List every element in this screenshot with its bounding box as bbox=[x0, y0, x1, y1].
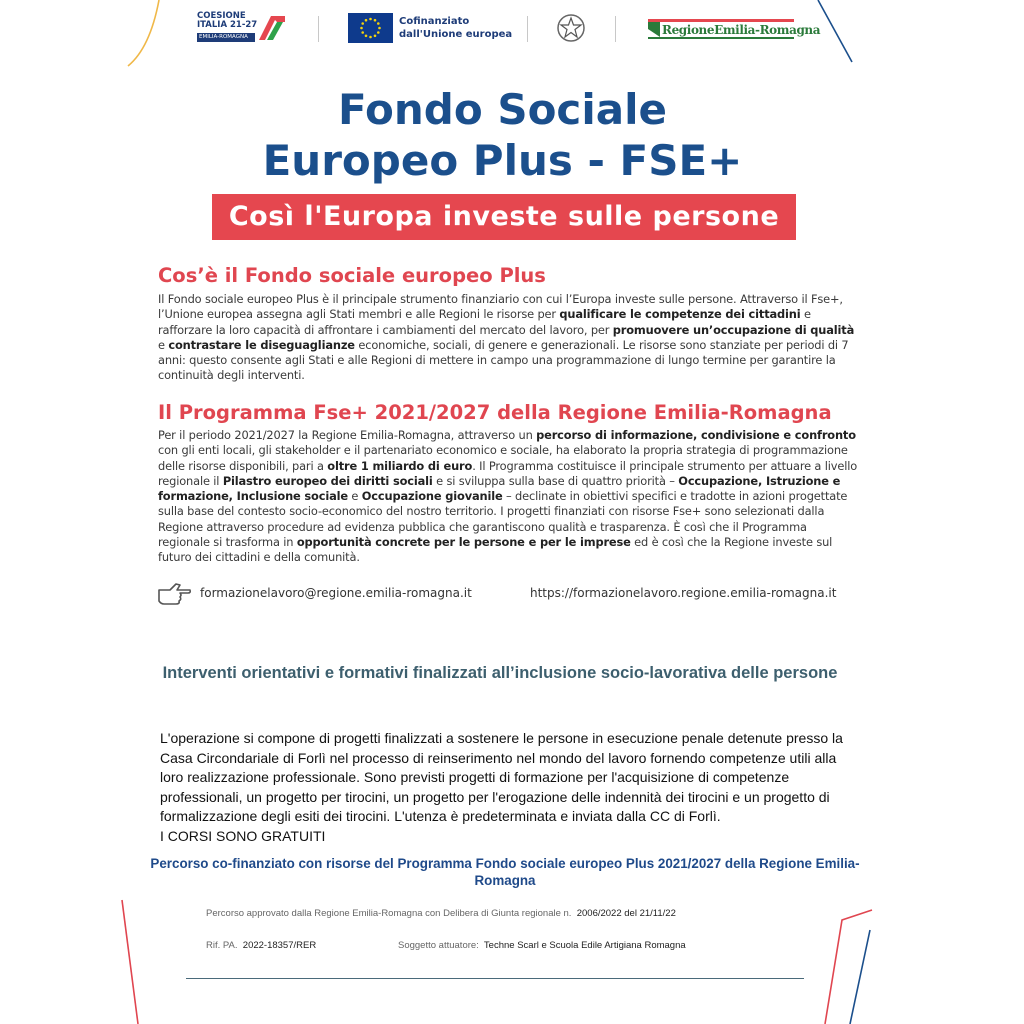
bold-run: oltre 1 miliardo di euro bbox=[327, 458, 473, 473]
section1-heading: Cos’è il Fondo sociale europeo Plus bbox=[158, 264, 546, 287]
section2-paragraph bbox=[158, 428, 858, 566]
corner-decoration-top-left bbox=[0, 0, 170, 80]
project-description-text: L'operazione si compone di progetti finalizzati a sostenere le persone in esecuzione penale detenute presso la Casa Circondariale di Forlì nel processo di reinserimento nel mondo del lavoro fornendo competenze utili alla loro realizzazione professionale. Sono previsti progetti di formazione per l'acquisizione di competenze professionali, un progetto per tirocini, un progetto per l'erogazione delle indennità dei tirocini e un progetto di formalizzazione degli esiti dei tirocini. L'utenza è predeterminata e inviata dalla CC di Forlì. bbox=[160, 730, 843, 825]
rif-pa-line bbox=[206, 940, 316, 951]
approval-value: 2006/2022 del 21/11/22 bbox=[576, 908, 676, 919]
title-line1: Fondo Sociale bbox=[338, 85, 667, 134]
approval-line bbox=[206, 908, 676, 919]
corner-decoration-top-right bbox=[800, 0, 1024, 80]
bold-run: percorso di informazione, condivisione e confronto bbox=[536, 428, 856, 442]
eu-flag-icon bbox=[348, 13, 393, 43]
text-run: con gli enti locali, gli stakeholder e il partenariato economico e sociale, ha elaborato la propria strategia di programmazione delle risorse disponibili, pari a bbox=[158, 443, 848, 473]
page-title bbox=[0, 84, 1005, 186]
coesione-logo-line1: COESIONE bbox=[197, 11, 246, 21]
footer-divider bbox=[186, 978, 804, 979]
regione-emilia-romagna-logo bbox=[648, 17, 821, 41]
project-description bbox=[160, 729, 850, 847]
contact-email-link[interactable]: formazionelavoro@regione.emilia-romagna.it bbox=[200, 586, 472, 600]
free-courses-note: I CORSI SONO GRATUITI bbox=[160, 827, 326, 844]
bold-run: opportunità concrete per le persone e per le imprese bbox=[296, 535, 631, 550]
pointing-hand-icon bbox=[156, 580, 192, 608]
cofinanced-statement: Percorso co-finanziato con risorse del Programma Fondo sociale europeo Plus 2021/2027 della Regione Emilia-Romagna bbox=[150, 856, 860, 888]
corner-decoration-bottom-right bbox=[820, 890, 1024, 1024]
italian-republic-emblem-icon bbox=[556, 13, 586, 43]
text-run: e rafforzare la loro capacità di affrontare i cambiamenti del mercato del lavoro, per bbox=[158, 307, 811, 337]
approval-label: Percorso approvato dalla Regione Emilia-Romagna con Delibera di Giunta regionale n. bbox=[206, 908, 572, 919]
corner-decoration-bottom-left bbox=[100, 880, 220, 1024]
rif-value: 2022-18357/RER bbox=[242, 940, 317, 951]
text-run: Per il periodo 2021/2027 la Regione Emilia-Romagna, attraverso un bbox=[158, 428, 537, 442]
bold-run: promuovere un’occupazione di qualità bbox=[612, 322, 855, 337]
text-run: e bbox=[347, 489, 362, 504]
bold-run: qualificare le competenze dei cittadini bbox=[559, 307, 801, 322]
bold-run: Occupazione giovanile bbox=[361, 489, 503, 504]
eu-label-line2: dall'Unione europea bbox=[399, 29, 513, 40]
title-line2: Europeo Plus - FSE+ bbox=[262, 136, 743, 185]
logo-separator bbox=[527, 16, 528, 42]
bold-run: Occupazione, Istruzione e formazione, Inclusione sociale bbox=[158, 473, 841, 504]
text-run: . Il Programma costituisce il principale strumento per attuare a livello regionale il bbox=[158, 458, 858, 488]
coesione-arrows-icon bbox=[257, 12, 287, 44]
coesione-logo-band: EMILIA-ROMAGNA bbox=[197, 33, 255, 42]
eu-label-line1: Cofinanziato bbox=[399, 16, 470, 27]
project-title: Interventi orientativi e formativi finalizzati all’inclusione socio-lavorativa delle persone bbox=[162, 664, 838, 682]
text-run: – declinate in obiettivi specifici e tradotte in azioni progettate sulla base del contesto socio-economico del nostro territorio. I progetti finanziati con risorse Fse+ sono selezionati dalla Regione attraverso procedure ad evidenza pubblica che garantiscono qualità e trasparenza. È così che il Programma regionale si trasforma in bbox=[158, 489, 848, 550]
text-run: ed è così che la Regione investe sul futuro dei cittadini e della comunità. bbox=[158, 535, 833, 565]
coesione-logo-line2: ITALIA 21-27 bbox=[197, 20, 258, 30]
text-run: e bbox=[158, 337, 169, 352]
soggetto-line bbox=[398, 940, 686, 951]
section2-heading: Il Programma Fse+ 2021/2027 della Regione Emilia-Romagna bbox=[158, 401, 832, 424]
bold-run: Pilastro europeo dei diritti sociali bbox=[222, 473, 433, 488]
tagline-banner: Così l'Europa investe sulle persone bbox=[212, 194, 796, 240]
text-run: e si sviluppa sulla base di quattro priorità – bbox=[432, 473, 679, 488]
text-run: economiche, sociali, di genere e generazionali. Le risorse sono stanziate per periodi di 7 anni: questo consente agli Stati e alle Regioni di mettere in campo una programmazione di lungo termine per garantire la continuità degli interventi. bbox=[158, 337, 849, 383]
section1-paragraph bbox=[158, 292, 858, 384]
soggetto-value: Techne Scarl e Scuola Edile Artigiana Romagna bbox=[483, 940, 686, 951]
eu-cofinanced-label bbox=[399, 15, 512, 41]
logo-separator bbox=[615, 16, 616, 42]
rif-label: Rif. PA. bbox=[206, 940, 238, 951]
regione-logo-text: RegioneEmilia-Romagna bbox=[662, 23, 821, 37]
contact-website-link[interactable]: https://formazionelavoro.regione.emilia-romagna.it bbox=[530, 586, 837, 600]
text-run: Il Fondo sociale europeo Plus è il principale strumento finanziario con cui l’Europa investe sulle persone. Attraverso il Fse+, l’Unione europea assegna agli Stati membri e alle Regioni le risorse per bbox=[158, 292, 843, 322]
bold-run: contrastare le diseguaglianze bbox=[168, 337, 355, 352]
coesione-italia-logo bbox=[197, 10, 289, 46]
soggetto-label: Soggetto attuatore: bbox=[398, 940, 479, 951]
logo-separator bbox=[318, 16, 319, 42]
